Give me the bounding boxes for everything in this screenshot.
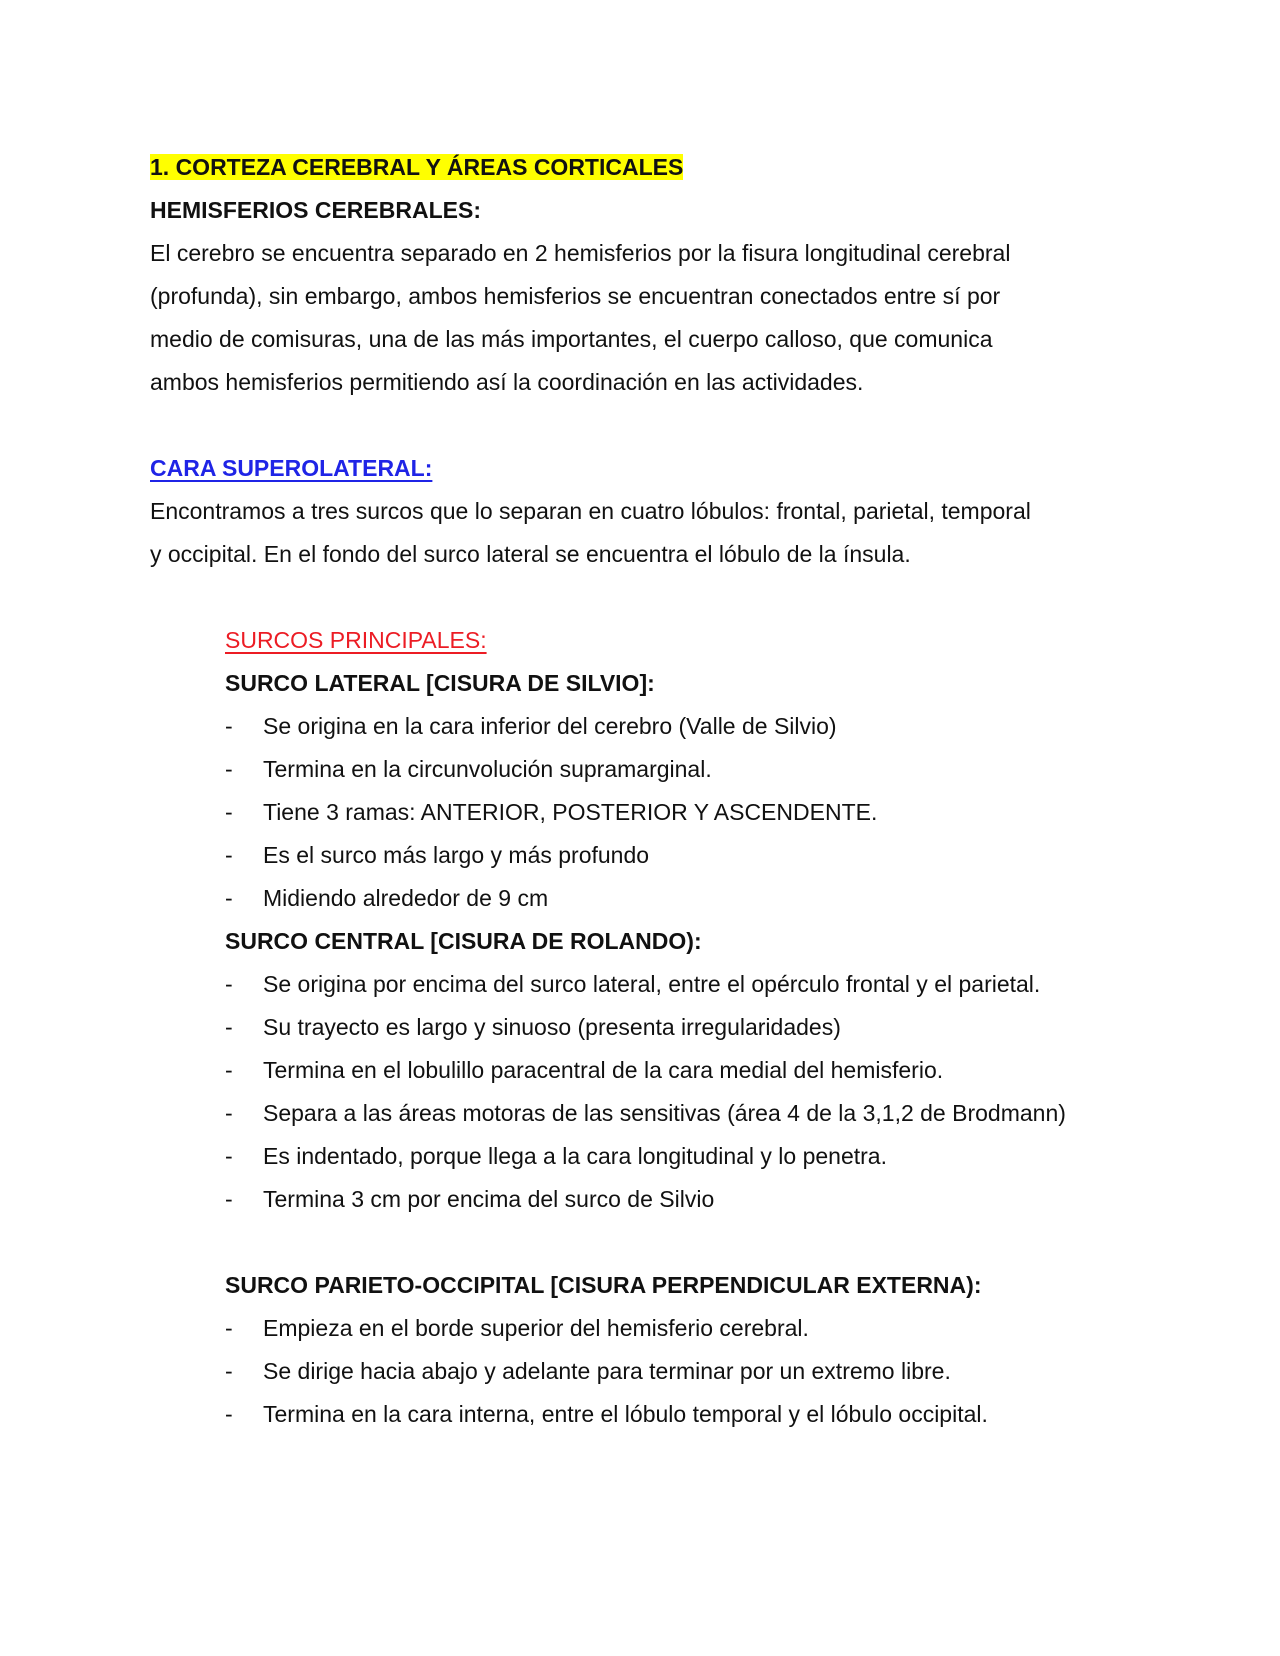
dash-bullet: - [225,1315,233,1341]
spacer [150,576,1130,619]
list-item-text: Es indentado, porque llega a la cara longitudinal y lo penetra. [263,1143,887,1169]
dash-bullet: - [225,842,233,868]
list-item [225,1135,1130,1178]
hemisferios-heading: HEMISFERIOS CEREBRALES: [150,197,481,223]
cara-line: Encontramos a tres surcos que lo separan en cuatro lóbulos: frontal, parietal, temporal [150,498,1031,524]
list-item-text: Empieza en el borde superior del hemisferio cerebral. [263,1315,809,1341]
list-item-text: Tiene 3 ramas: ANTERIOR, POSTERIOR Y ASCENDENTE. [263,799,878,825]
list-item [225,834,1130,877]
list-item-text: Se origina por encima del surco lateral, entre el opérculo frontal y el parietal. [263,971,1041,997]
surco-central-heading: SURCO CENTRAL [CISURA DE ROLANDO): [225,928,702,954]
dash-bullet: - [225,1143,233,1169]
hemisferios-line: (profunda), sin embargo, ambos hemisferios se encuentran conectados entre sí por [150,283,1001,309]
list-item [225,1350,1130,1393]
list-item-text: Termina 3 cm por encima del surco de Silvio [263,1186,715,1212]
dash-bullet: - [225,1186,233,1212]
surco-parieto-heading: SURCO PARIETO-OCCIPITAL [CISURA PERPENDICULAR EXTERNA): [225,1272,982,1298]
list-item [225,963,1130,1006]
hemisferios-line: El cerebro se encuentra separado en 2 hemisferios por la fisura longitudinal cerebral [150,240,1011,266]
document-title: 1. CORTEZA CEREBRAL Y ÁREAS CORTICALES [150,154,684,180]
dash-bullet: - [225,1057,233,1083]
cara-superolateral-link[interactable]: CARA SUPEROLATERAL: [150,455,433,481]
list-item [225,1393,1130,1436]
surcos-principales-title: SURCOS PRINCIPALES: [225,627,487,653]
list-item-text: Termina en la cara interna, entre el lóbulo temporal y el lóbulo occipital. [263,1401,988,1427]
surcos-title-line [225,619,1130,662]
list-item [225,1178,1130,1221]
cara-heading-line [150,447,1130,490]
dash-bullet: - [225,1401,233,1427]
list-item [225,791,1130,834]
list-item [225,1049,1130,1092]
dash-bullet: - [225,885,233,911]
list-item [225,705,1130,748]
hemisferios-line: ambos hemisferios permitiendo así la coordinación en las actividades. [150,369,864,395]
list-item-text: Termina en el lobulillo paracentral de la cara medial del hemisferio. [263,1057,944,1083]
list-item-text: Midiendo alrededor de 9 cm [263,885,549,911]
dash-bullet: - [225,799,233,825]
spacer [150,404,1130,447]
hemisferios-line: medio de comisuras, una de las más importantes, el cuerpo calloso, que comunica [150,326,993,352]
list-item-text: Termina en la circunvolución supramarginal. [263,756,712,782]
list-item-text: Su trayecto es largo y sinuoso (presenta irregularidades) [263,1014,841,1040]
dash-bullet: - [225,1100,233,1126]
list-item [225,748,1130,791]
spacer [225,1221,1130,1264]
surco-parieto-list [225,1307,1130,1436]
surco-lateral-list [225,705,1130,920]
list-item-text: Es el surco más largo y más profundo [263,842,650,868]
list-item-text: Se dirige hacia abajo y adelante para terminar por un extremo libre. [263,1358,951,1384]
document-title-line [150,146,1130,189]
dash-bullet: - [225,1358,233,1384]
dash-bullet: - [225,713,233,739]
surcos-section [150,619,1130,1436]
list-item [225,1307,1130,1350]
list-item [225,1006,1130,1049]
dash-bullet: - [225,756,233,782]
surco-central-list [225,963,1130,1221]
dash-bullet: - [225,1014,233,1040]
dash-bullet: - [225,971,233,997]
list-item [225,877,1130,920]
surco-lateral-heading: SURCO LATERAL [CISURA DE SILVIO]: [225,670,655,696]
list-item-text: Separa a las áreas motoras de las sensitivas (área 4 de la 3,1,2 de Brodmann) [263,1100,1066,1126]
cara-line: y occipital. En el fondo del surco lateral se encuentra el lóbulo de la ínsula. [150,541,911,567]
list-item-text: Se origina en la cara inferior del cerebro (Valle de Silvio) [263,713,837,739]
list-item [225,1092,1130,1135]
